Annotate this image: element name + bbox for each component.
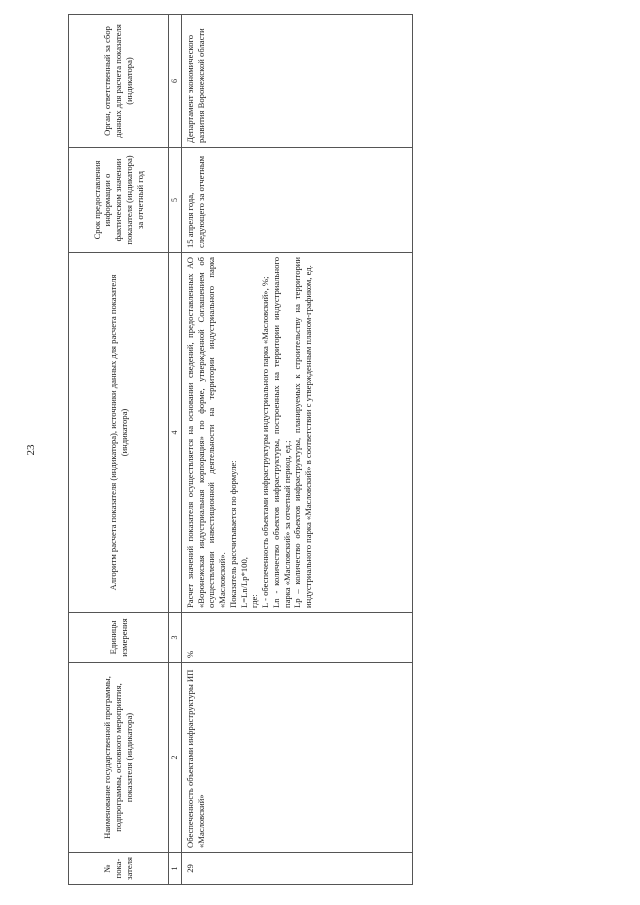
header-indicator-number: № пока-зателя [69, 853, 169, 885]
column-number: 5 [169, 148, 182, 253]
row-responsible: Департамент экономического развития Воронежской области [182, 15, 413, 148]
page-number: 23 [25, 444, 37, 456]
algorithm-definition: Ln - количество объектов инфраструктуры, построенных на территории индустриального парка «Масловский» за отчетный период, ед.; [270, 257, 292, 608]
row-algorithm [182, 253, 413, 613]
row-indicator-name: Обеспеченность объектами инфраструктуры ИП «Масловский» [182, 663, 413, 853]
table-header-row [69, 15, 169, 885]
header-unit: Единицы измерения [69, 613, 169, 663]
header-program-name: Наименование государственной программы, подпрограммы, основного мероприятия, показателя (индикатора) [69, 663, 169, 853]
algorithm-definition: L - обеспеченность объектами инфраструктуры индустриального парка «Масловский», %; [260, 276, 271, 608]
algorithm-formula: L=Ln/Lp*100, [238, 557, 249, 608]
indicator-table-container [68, 15, 413, 885]
row-number: 29 [182, 853, 413, 885]
column-number: 1 [169, 853, 182, 885]
indicator-table [68, 14, 413, 885]
column-number: 6 [169, 15, 182, 148]
algorithm-paragraph: Расчет значений показателя осуществляется на основании сведений, предоставленных АО «Воронежская индустриальная корпорация» по форме, утвержденной Соглашением об осуществлении инвестиционной деятельности на территории индустриального парка «Масловский». [185, 257, 228, 608]
algorithm-definition: Lp – количество объектов инфраструктуры, планируемых к строительству на территории индустриального парка «Масловский» в соответствии с утвержденным планом-графиком, ед. [292, 257, 314, 608]
column-number: 2 [169, 663, 182, 853]
algorithm-paragraph: Показатель рассчитывается по формуле: [227, 460, 238, 608]
column-number: 4 [169, 253, 182, 613]
table-row [182, 15, 413, 885]
header-deadline: Срок предоставления информации о фактическом значении показателя (индикатора) за отчетный год [69, 148, 169, 253]
row-unit: % [182, 613, 413, 663]
row-deadline: 15 апреля года, следующего за отчетным [182, 148, 413, 253]
column-number: 3 [169, 613, 182, 663]
header-responsible: Орган, ответственный за сбор данных для расчета показателя (индикатора) [69, 15, 169, 148]
algorithm-paragraph: где: [249, 594, 260, 608]
header-algorithm: Алгоритм расчета показателя (индикатора), источники данных для расчета показателя (индикатора) [69, 253, 169, 613]
column-number-row [169, 15, 182, 885]
